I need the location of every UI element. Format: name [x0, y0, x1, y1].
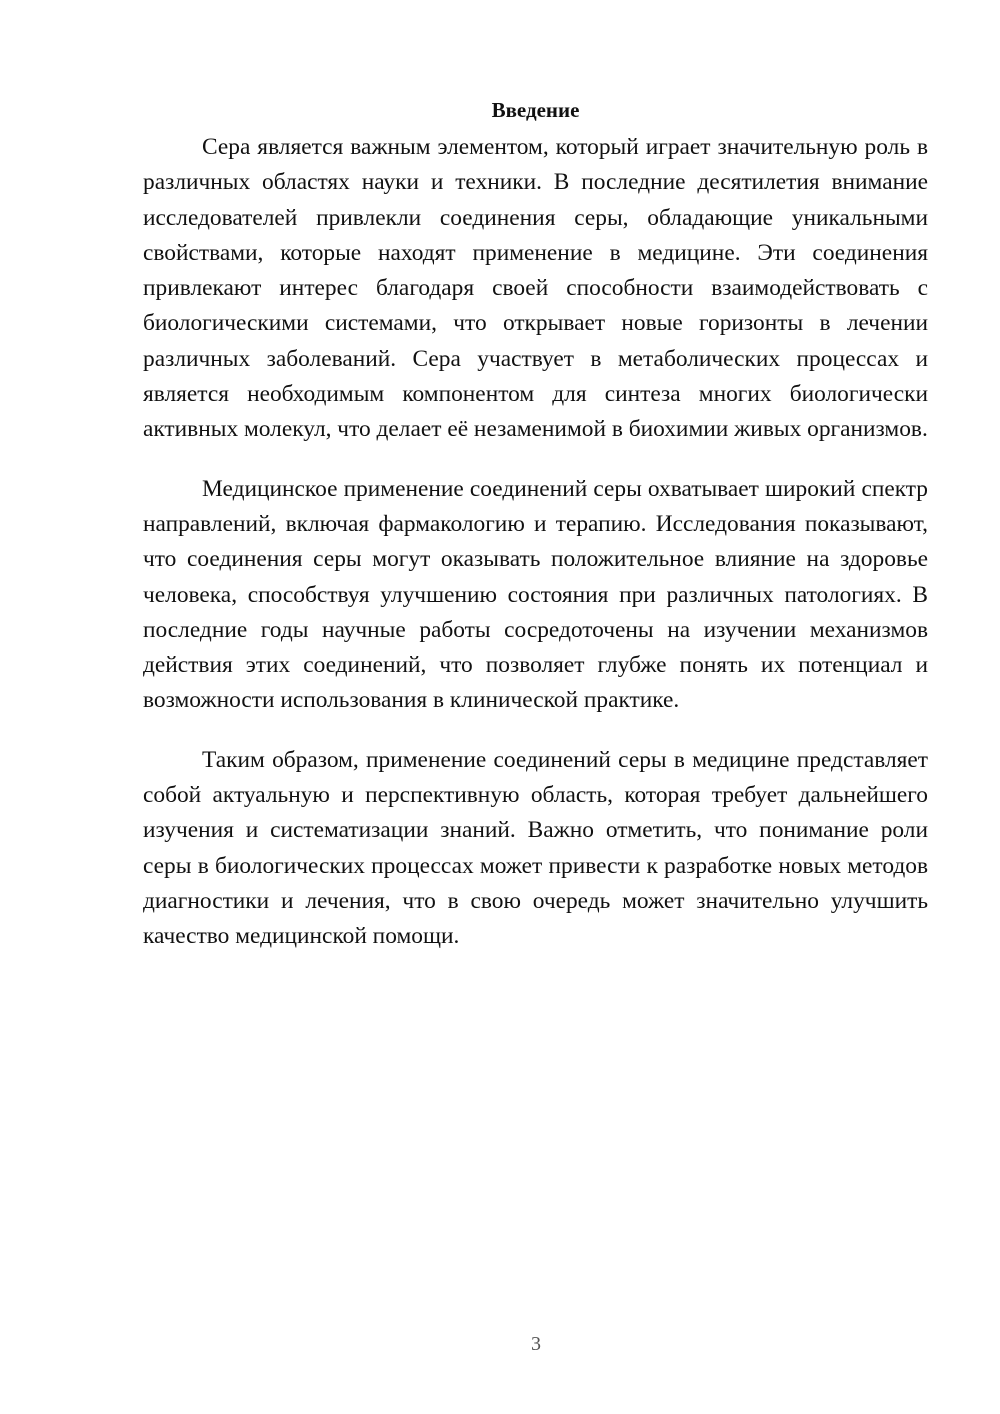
page-content: [143, 95, 928, 979]
section-title: Введение: [491, 98, 580, 122]
page-number: 3: [531, 1333, 541, 1355]
paragraph-2: Медицинское применение соединений серы охватывает широкий спектр направлений, включая фармакологию и терапию. Исследования показывают, что соединения серы могут оказывать положительное влияние на здоровье человека, способствуя улучшению состояния при различных патологиях. В последние годы научные работы сосредоточены на изучении механизмов действия этих соединений, что позволяет глубже понять их потенциал и возможности использования в клинической практике.: [143, 475, 928, 714]
paragraph-3: Таким образом, применение соединений серы в медицине представляет собой актуальную и перспективную область, которая требует дальнейшего изучения и систематизации знаний. Важно отметить, что понимание роли серы в биологических процессах может привести к разработке новых методов диагностики и лечения, что в свою очередь может значительно улучшить качество медицинской помощи.: [143, 746, 928, 950]
paragraph-1: Сера является важным элементом, который играет значительную роль в различных областях науки и техники. В последние десятилетия внимание исследователей привлекли соединения серы, обладающие уникальными свойствами, которые находят применение в медицине. Эти соединения привлекают интерес благодаря своей способности взаимодействовать с биологическими системами, что открывает новые горизонты в лечении различных заболеваний. Сера участвует в метаболических процессах и является необходимым компонентом для синтеза многих биологически активных молекул, что делает её незаменимой в биохимии живых организмов.: [143, 134, 928, 443]
